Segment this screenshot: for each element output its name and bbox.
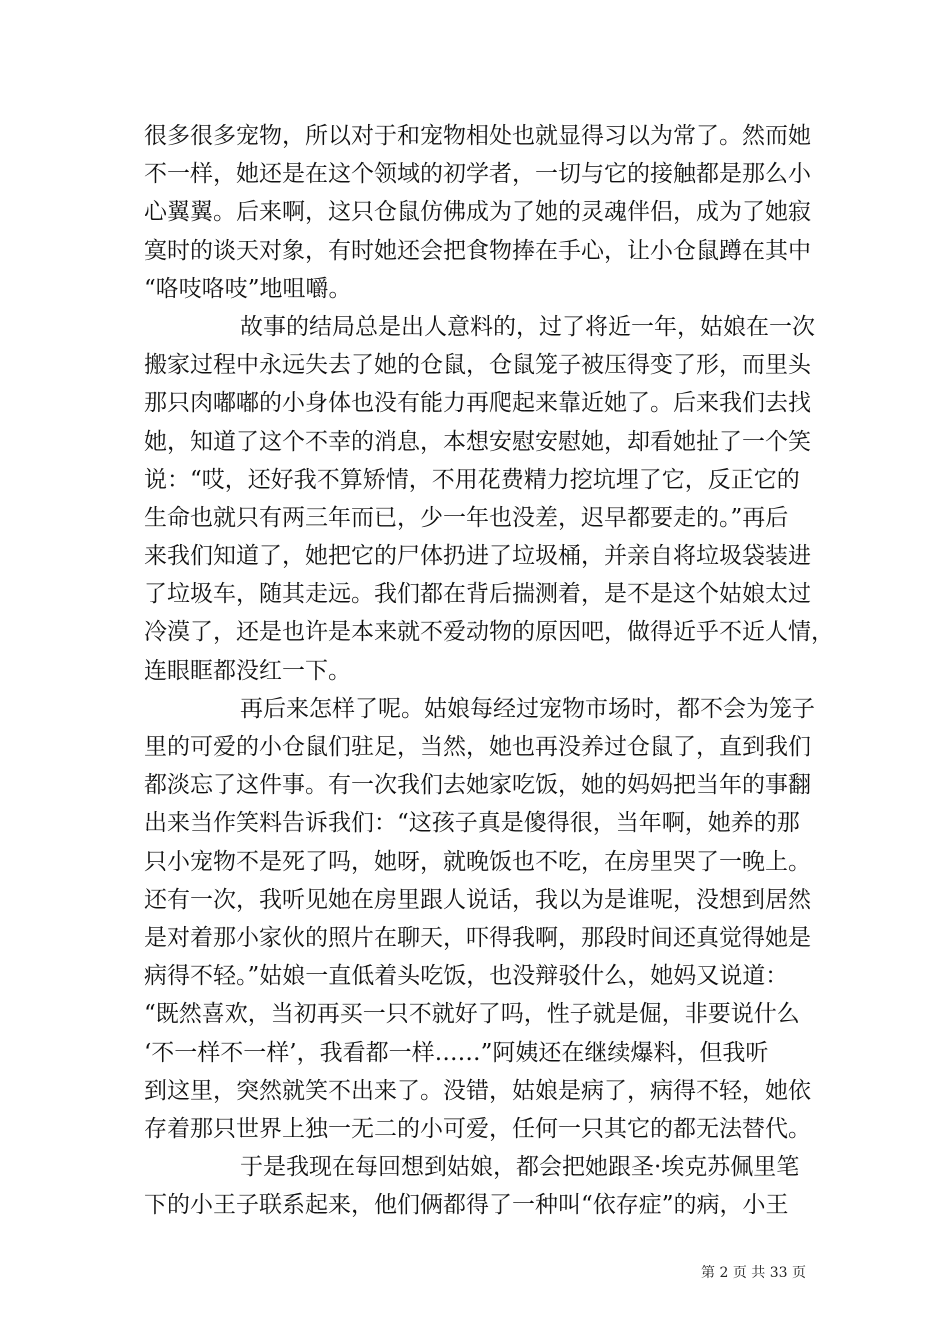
text-line: 是对着那小家伙的照片在聊天，吓得我啊，那段时间还真觉得她是 bbox=[144, 924, 811, 951]
text-line-indented: 再后来怎样了呢。姑娘每经过宠物市场时，都不会为笼子 bbox=[240, 695, 815, 722]
text-line: ‘不一样不一样’，我看都一样……”阿姨还在继续爆料，但我听 bbox=[144, 1039, 769, 1066]
text-line: 那只肉嘟嘟的小身体也没有能力再爬起来靠近她了。后来我们去找 bbox=[144, 390, 811, 417]
text-line: 下的小王子联系起来，他们俩都得了一种叫“依存症”的病，小王 bbox=[144, 1192, 789, 1219]
text-line: 生命也就只有两三年而已，少一年也没差，迟早都要走的。”再后 bbox=[144, 504, 789, 531]
text-line: “既然喜欢，当初再买一只不就好了吗，性子就是倔，非要说什么 bbox=[144, 1001, 800, 1028]
page-number-footer: 第 2 页 共 33 页 bbox=[701, 1265, 806, 1281]
text-line: 心翼翼。后来啊，这只仓鼠仿佛成为了她的灵魂伴侣，成为了她寂 bbox=[144, 199, 811, 226]
text-line: 很多很多宠物，所以对于和宠物相处也就显得习以为常了。然而她 bbox=[144, 123, 811, 149]
text-line: 了垃圾车，随其走远。我们都在背后揣测着，是不是这个姑娘太过 bbox=[144, 581, 811, 608]
text-line: 说：“哎，还好我不算矫情，不用花费精力挖坑埋了它，反正它的 bbox=[144, 466, 800, 493]
text-line-indented: 于是我现在每回想到姑娘，都会把她跟圣·埃克苏佩里笔 bbox=[240, 1154, 800, 1181]
text-line-indented: 故事的结局总是出人意料的，过了将近一年，姑娘在一次 bbox=[240, 313, 815, 340]
text-line: 来我们知道了，她把它的尸体扔进了垃圾桶，并亲自将垃圾袋装进 bbox=[144, 543, 811, 570]
paragraph-1 bbox=[144, 117, 824, 308]
text-line: “咯吱咯吱”地咀嚼。 bbox=[144, 275, 352, 302]
paragraph-2 bbox=[144, 308, 834, 690]
text-line: 病得不轻。”姑娘一直低着头吃饭，也没辩驳什么，她妈又说道： bbox=[144, 963, 789, 990]
text-line: 只小宠物不是死了吗，她呀，就晚饭也不吃，在房里哭了一晚上。 bbox=[144, 848, 811, 875]
text-line: 冷漠了，还是也许是本来就不爱动物的原因吧，做得近乎不近人情， bbox=[144, 619, 834, 646]
paragraph-4 bbox=[144, 1148, 824, 1224]
text-line: 连眼眶都没红一下。 bbox=[144, 657, 351, 684]
text-line: 还有一次，我听见她在房里跟人说话，我以为是谁呢，没想到居然 bbox=[144, 886, 811, 913]
text-line: 不一样，她还是在这个领域的初学者，一切与它的接触都是那么小 bbox=[144, 161, 811, 188]
paragraph-3 bbox=[144, 690, 824, 1148]
text-line: 寞时的谈天对象，有时她还会把食物捧在手心，让小仓鼠蹲在其中 bbox=[144, 237, 811, 264]
text-line: 里的可爱的小仓鼠们驻足，当然，她也再没养过仓鼠了，直到我们 bbox=[144, 734, 811, 760]
text-line: 到这里，突然就笑不出来了。没错，姑娘是病了，病得不轻，她依 bbox=[144, 1077, 811, 1104]
body-text bbox=[144, 117, 834, 1224]
text-line: 存着那只世界上独一无二的小可爱，任何一只其它的都无法替代。 bbox=[144, 1115, 811, 1142]
text-line: 都淡忘了这件事。有一次我们去她家吃饭，她的妈妈把当年的事翻 bbox=[144, 772, 811, 799]
text-line: 搬家过程中永远失去了她的仓鼠，仓鼠笼子被压得变了形，而里头 bbox=[144, 352, 811, 379]
text-line: 她，知道了这个不幸的消息，本想安慰安慰她，却看她扯了一个笑 bbox=[144, 428, 811, 455]
text-line: 出来当作笑料告诉我们：“这孩子真是傻得很，当年啊，她养的那 bbox=[144, 810, 800, 837]
